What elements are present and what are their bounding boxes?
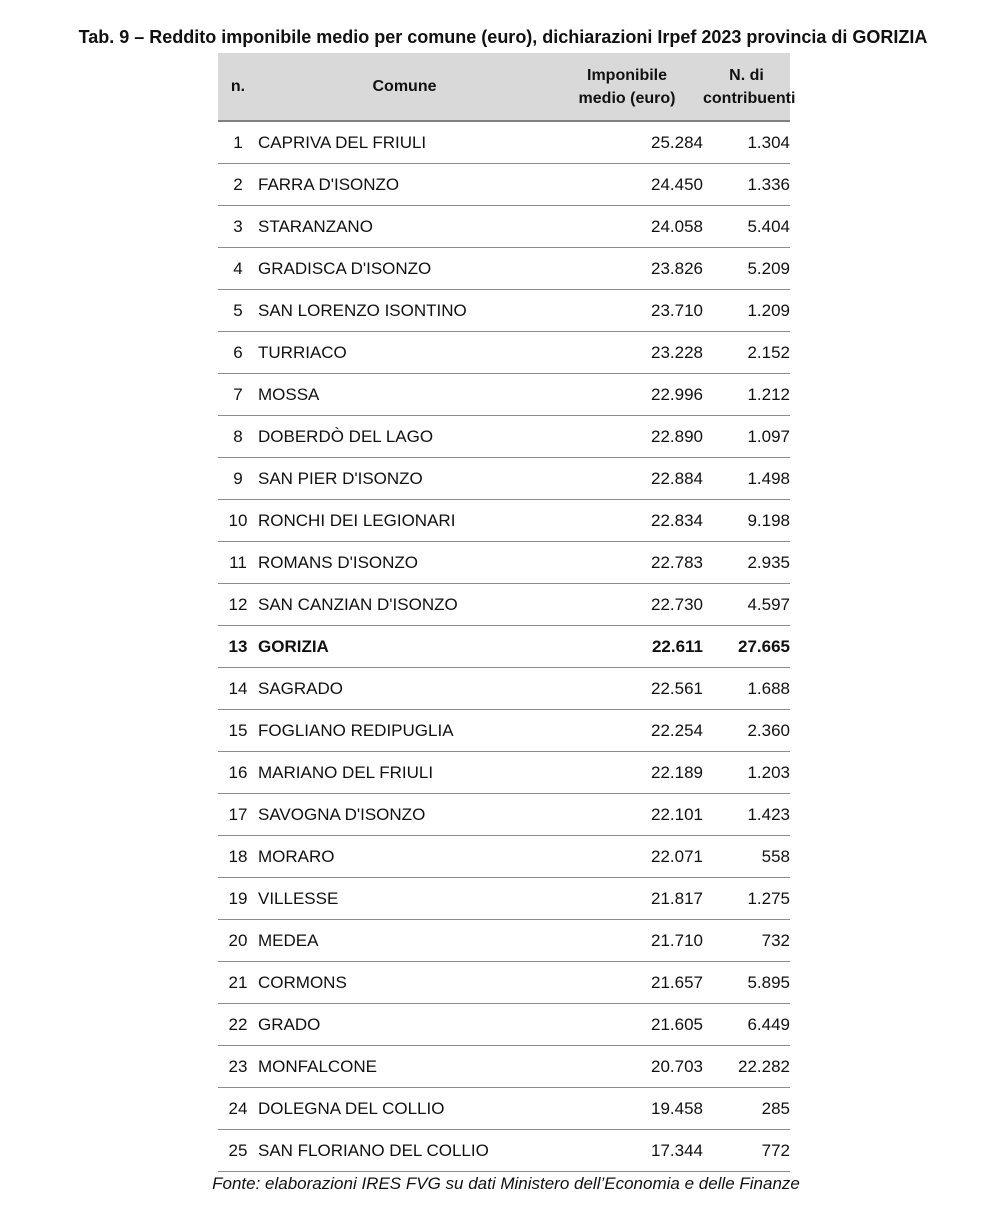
- table-row: [218, 794, 790, 836]
- cell-n: 7: [218, 374, 258, 416]
- cell-imponibile: 22.561: [551, 668, 703, 710]
- cell-comune: STARANZANO: [258, 206, 551, 248]
- cell-comune: VILLESSE: [258, 878, 551, 920]
- cell-contribuenti: 1.212: [703, 374, 790, 416]
- cell-contribuenti: 558: [703, 836, 790, 878]
- cell-comune: SAVOGNA D'ISONZO: [258, 794, 551, 836]
- cell-n: 12: [218, 584, 258, 626]
- cell-comune: GORIZIA: [258, 626, 551, 668]
- cell-imponibile: 22.071: [551, 836, 703, 878]
- cell-contribuenti: 5.209: [703, 248, 790, 290]
- cell-n: 3: [218, 206, 258, 248]
- cell-imponibile: 25.284: [551, 121, 703, 164]
- source-note: Fonte: elaborazioni IRES FVG su dati Ministero dell’Economia e delle Finanze: [212, 1174, 800, 1193]
- header-imponibile-line2: medio (euro): [578, 89, 676, 107]
- cell-contribuenti: 1.498: [703, 458, 790, 500]
- table-row: [218, 121, 790, 164]
- header-contribuenti-line2: contribuenti: [703, 89, 796, 107]
- table-row: [218, 1046, 790, 1088]
- cell-imponibile: 21.817: [551, 878, 703, 920]
- cell-imponibile: 24.450: [551, 164, 703, 206]
- header-imponibile-line1: Imponibile: [587, 66, 667, 84]
- cell-contribuenti: 1.336: [703, 164, 790, 206]
- cell-comune: DOLEGNA DEL COLLIO: [258, 1088, 551, 1130]
- cell-contribuenti: 2.360: [703, 710, 790, 752]
- table-title: Tab. 9 – Reddito imponibile medio per comune (euro), dichiarazioni Irpef 2023 provincia di GORIZIA: [78, 27, 928, 47]
- cell-contribuenti: 1.275: [703, 878, 790, 920]
- cell-comune: MARIANO DEL FRIULI: [258, 752, 551, 794]
- cell-n: 6: [218, 332, 258, 374]
- cell-imponibile: 22.254: [551, 710, 703, 752]
- cell-n: 1: [218, 121, 258, 164]
- cell-imponibile: 23.710: [551, 290, 703, 332]
- header-row: [218, 53, 790, 121]
- cell-n: 2: [218, 164, 258, 206]
- cell-n: 10: [218, 500, 258, 542]
- cell-n: 15: [218, 710, 258, 752]
- cell-n: 11: [218, 542, 258, 584]
- table-row: [218, 626, 790, 668]
- table-row: [218, 920, 790, 962]
- cell-comune: MEDEA: [258, 920, 551, 962]
- table-row: [218, 878, 790, 920]
- table-row: [218, 332, 790, 374]
- table-row: [218, 836, 790, 878]
- cell-imponibile: 22.611: [551, 626, 703, 668]
- cell-imponibile: 22.996: [551, 374, 703, 416]
- cell-comune: SAN FLORIANO DEL COLLIO: [258, 1130, 551, 1172]
- cell-n: 25: [218, 1130, 258, 1172]
- cell-comune: SAN PIER D'ISONZO: [258, 458, 551, 500]
- cell-imponibile: 19.458: [551, 1088, 703, 1130]
- table-row: [218, 374, 790, 416]
- cell-contribuenti: 5.895: [703, 962, 790, 1004]
- header-imponibile: [551, 53, 703, 121]
- table-row: [218, 458, 790, 500]
- cell-contribuenti: 772: [703, 1130, 790, 1172]
- table-row: [218, 500, 790, 542]
- cell-imponibile: 21.605: [551, 1004, 703, 1046]
- cell-n: 14: [218, 668, 258, 710]
- table-row: [218, 752, 790, 794]
- cell-contribuenti: 22.282: [703, 1046, 790, 1088]
- cell-imponibile: 22.834: [551, 500, 703, 542]
- cell-contribuenti: 9.198: [703, 500, 790, 542]
- cell-n: 17: [218, 794, 258, 836]
- cell-comune: MORARO: [258, 836, 551, 878]
- table-row: [218, 290, 790, 332]
- cell-n: 21: [218, 962, 258, 1004]
- cell-comune: TURRIACO: [258, 332, 551, 374]
- income-table: [218, 53, 796, 1172]
- table-row: [218, 542, 790, 584]
- header-n: n.: [218, 53, 258, 121]
- table-row: [218, 1004, 790, 1046]
- header-comune: Comune: [258, 53, 551, 121]
- table-row: [218, 416, 790, 458]
- table-body: [218, 121, 790, 1172]
- cell-comune: CAPRIVA DEL FRIULI: [258, 121, 551, 164]
- table-header: [218, 53, 796, 121]
- cell-n: 5: [218, 290, 258, 332]
- cell-imponibile: 22.730: [551, 584, 703, 626]
- table-row: [218, 1088, 790, 1130]
- cell-n: 8: [218, 416, 258, 458]
- table-row: [218, 164, 790, 206]
- cell-contribuenti: 285: [703, 1088, 790, 1130]
- table-row: [218, 206, 790, 248]
- cell-comune: ROMANS D'ISONZO: [258, 542, 551, 584]
- cell-imponibile: 22.189: [551, 752, 703, 794]
- cell-comune: RONCHI DEI LEGIONARI: [258, 500, 551, 542]
- table-row: [218, 962, 790, 1004]
- cell-n: 19: [218, 878, 258, 920]
- table-row: [218, 710, 790, 752]
- cell-imponibile: 21.710: [551, 920, 703, 962]
- header-contribuenti-line1: N. di: [729, 66, 764, 84]
- cell-imponibile: 22.884: [551, 458, 703, 500]
- cell-imponibile: 20.703: [551, 1046, 703, 1088]
- cell-imponibile: 24.058: [551, 206, 703, 248]
- cell-n: 20: [218, 920, 258, 962]
- cell-comune: GRADISCA D'ISONZO: [258, 248, 551, 290]
- table-row: [218, 248, 790, 290]
- cell-n: 23: [218, 1046, 258, 1088]
- cell-comune: DOBERDÒ DEL LAGO: [258, 416, 551, 458]
- table-row: [218, 1130, 790, 1172]
- cell-imponibile: 23.826: [551, 248, 703, 290]
- cell-imponibile: 22.890: [551, 416, 703, 458]
- cell-n: 4: [218, 248, 258, 290]
- cell-comune: GRADO: [258, 1004, 551, 1046]
- cell-imponibile: 21.657: [551, 962, 703, 1004]
- cell-imponibile: 23.228: [551, 332, 703, 374]
- cell-n: 24: [218, 1088, 258, 1130]
- cell-contribuenti: 1.097: [703, 416, 790, 458]
- cell-comune: MOSSA: [258, 374, 551, 416]
- table-row: [218, 668, 790, 710]
- cell-comune: FOGLIANO REDIPUGLIA: [258, 710, 551, 752]
- cell-contribuenti: 732: [703, 920, 790, 962]
- cell-contribuenti: 2.935: [703, 542, 790, 584]
- cell-contribuenti: 5.404: [703, 206, 790, 248]
- cell-comune: FARRA D'ISONZO: [258, 164, 551, 206]
- cell-comune: MONFALCONE: [258, 1046, 551, 1088]
- cell-contribuenti: 6.449: [703, 1004, 790, 1046]
- table-row: [218, 584, 790, 626]
- cell-contribuenti: 27.665: [703, 626, 790, 668]
- cell-n: 13: [218, 626, 258, 668]
- cell-contribuenti: 1.688: [703, 668, 790, 710]
- cell-comune: SAN CANZIAN D'ISONZO: [258, 584, 551, 626]
- cell-contribuenti: 4.597: [703, 584, 790, 626]
- cell-n: 9: [218, 458, 258, 500]
- cell-contribuenti: 1.209: [703, 290, 790, 332]
- cell-n: 18: [218, 836, 258, 878]
- cell-imponibile: 22.101: [551, 794, 703, 836]
- header-contribuenti: [703, 53, 796, 121]
- cell-n: 16: [218, 752, 258, 794]
- cell-imponibile: 17.344: [551, 1130, 703, 1172]
- cell-contribuenti: 2.152: [703, 332, 790, 374]
- cell-contribuenti: 1.203: [703, 752, 790, 794]
- cell-imponibile: 22.783: [551, 542, 703, 584]
- cell-comune: CORMONS: [258, 962, 551, 1004]
- cell-comune: SAN LORENZO ISONTINO: [258, 290, 551, 332]
- cell-contribuenti: 1.423: [703, 794, 790, 836]
- cell-n: 22: [218, 1004, 258, 1046]
- cell-contribuenti: 1.304: [703, 121, 790, 164]
- cell-comune: SAGRADO: [258, 668, 551, 710]
